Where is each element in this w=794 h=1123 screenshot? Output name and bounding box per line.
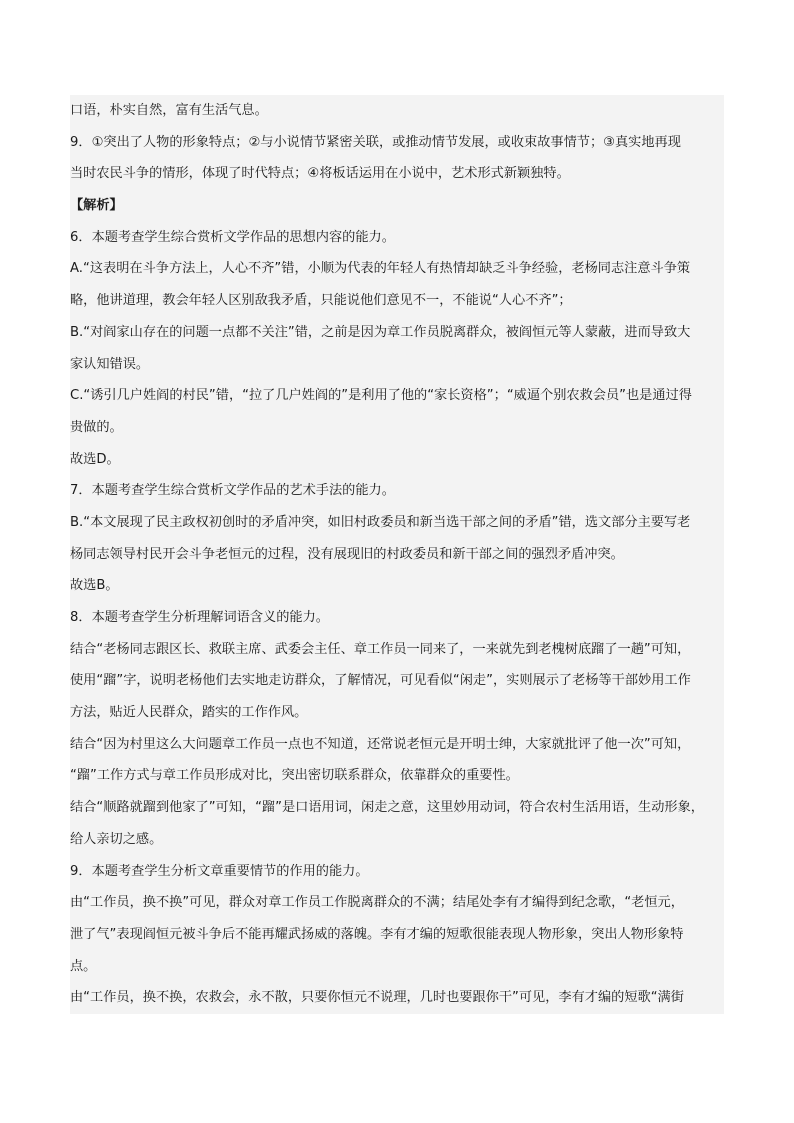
text-line: 9．本题考查学生分析文章重要情节的作用的能力。 [70, 863, 369, 879]
text-line: 当时农民斗争的情形，体现了时代特点；④将板话运用在小说中，艺术形式新颖独特。 [70, 166, 570, 182]
text-line: A.“这表明在斗争方法上，人心不齐”错，小顺为代表的年轻人有热情却缺乏斗争经验，老杨同志注意斗争策 [70, 261, 691, 277]
text-line: 6．本题考查学生综合赏析文学作品的思想内容的能力。 [70, 229, 395, 245]
text-line: 由“工作员，换不换，农救会，永不散，只要你恒元不说理，几时也要跟你干”可见，李有才编的短歌“满街 [70, 990, 684, 1006]
text-line: 由“工作员，换不换”可见，群众对章工作员工作脱离群众的不满；结尾处李有才编得到纪念歌，“老恒元， [70, 895, 684, 911]
text-line: 贵做的。 [70, 419, 123, 435]
text-line: 方法，贴近人民群众，踏实的工作作风。 [70, 705, 308, 721]
text-line: 结合“顺路就蹓到他家了”可知，“蹓”是口语用词，闲走之意，这里妙用动词，符合农村生活用语，生动形象， [70, 800, 704, 816]
text-line: 9．①突出了人物的形象特点；②与小说情节紧密关联，或推动情节发展，或收束故事情节；③真实地再现 [70, 134, 681, 150]
text-line: 点。 [70, 958, 97, 974]
text-line: 给人亲切之感。 [70, 831, 163, 847]
text-line: B.“对阎家山存在的问题一点都不关注”错，之前是因为章工作员脱离群众，被阎恒元等人蒙蔽，进而导致大 [70, 324, 691, 340]
text-line: 略，他讲道理，教会年轻人区别敌我矛盾，只能说他们意见不一，不能说“人心不齐”； [70, 293, 572, 309]
text-line: 故选D。 [70, 451, 120, 467]
section-heading: 【解析】 [70, 198, 123, 214]
text-line: 口语，朴实自然，富有生活气息。 [70, 103, 268, 118]
answer-analysis-text [70, 95, 724, 1014]
text-line: 使用“蹓”字，说明老杨他们去实地走访群众，了解情况，可见看似“闲走”，实则展示了老杨等干部妙用工作 [70, 673, 691, 689]
text-line: 泄了气”表现阎恒元被斗争后不能再耀武扬威的落魄。李有才编的短歌很能表现人物形象，突出人物形象特 [70, 926, 684, 942]
text-line: 7．本题考查学生综合赏析文学作品的艺术手法的能力。 [70, 483, 395, 499]
text-line: 8．本题考查学生分析理解词语含义的能力。 [70, 610, 329, 625]
text-line: 结合“因为村里这么大问题章工作员一点也不知道，还常说老恒元是开明士绅，大家就批评了他一次”可知， [70, 736, 691, 752]
text-line: “蹓”工作方式与章工作员形成对比，突出密切联系群众，依靠群众的重要性。 [70, 768, 519, 784]
text-line: 杨同志领导村民开会斗争老恒元的过程，没有展现旧的村政委员和新干部之间的强烈矛盾冲突。 [70, 546, 624, 562]
text-line: B.“本文展现了民主政权初创时的矛盾冲突，如旧村政委员和新当选干部之间的矛盾”错，选文部分主要写老 [70, 514, 691, 530]
text-line: 结合“老杨同志跟区长、救联主席、武委会主任、章工作员一同来了，一来就先到老槐树底蹓了一趟”可知， [70, 641, 691, 657]
text-line: C.“诱引几户姓阎的村民”错，“拉了几户姓阎的”是利用了他的“家长资格”；“威逼个别农救会员”也是通过得 [70, 388, 692, 404]
text-line: 故选B。 [70, 578, 119, 594]
text-line: 家认知错误。 [70, 356, 150, 372]
